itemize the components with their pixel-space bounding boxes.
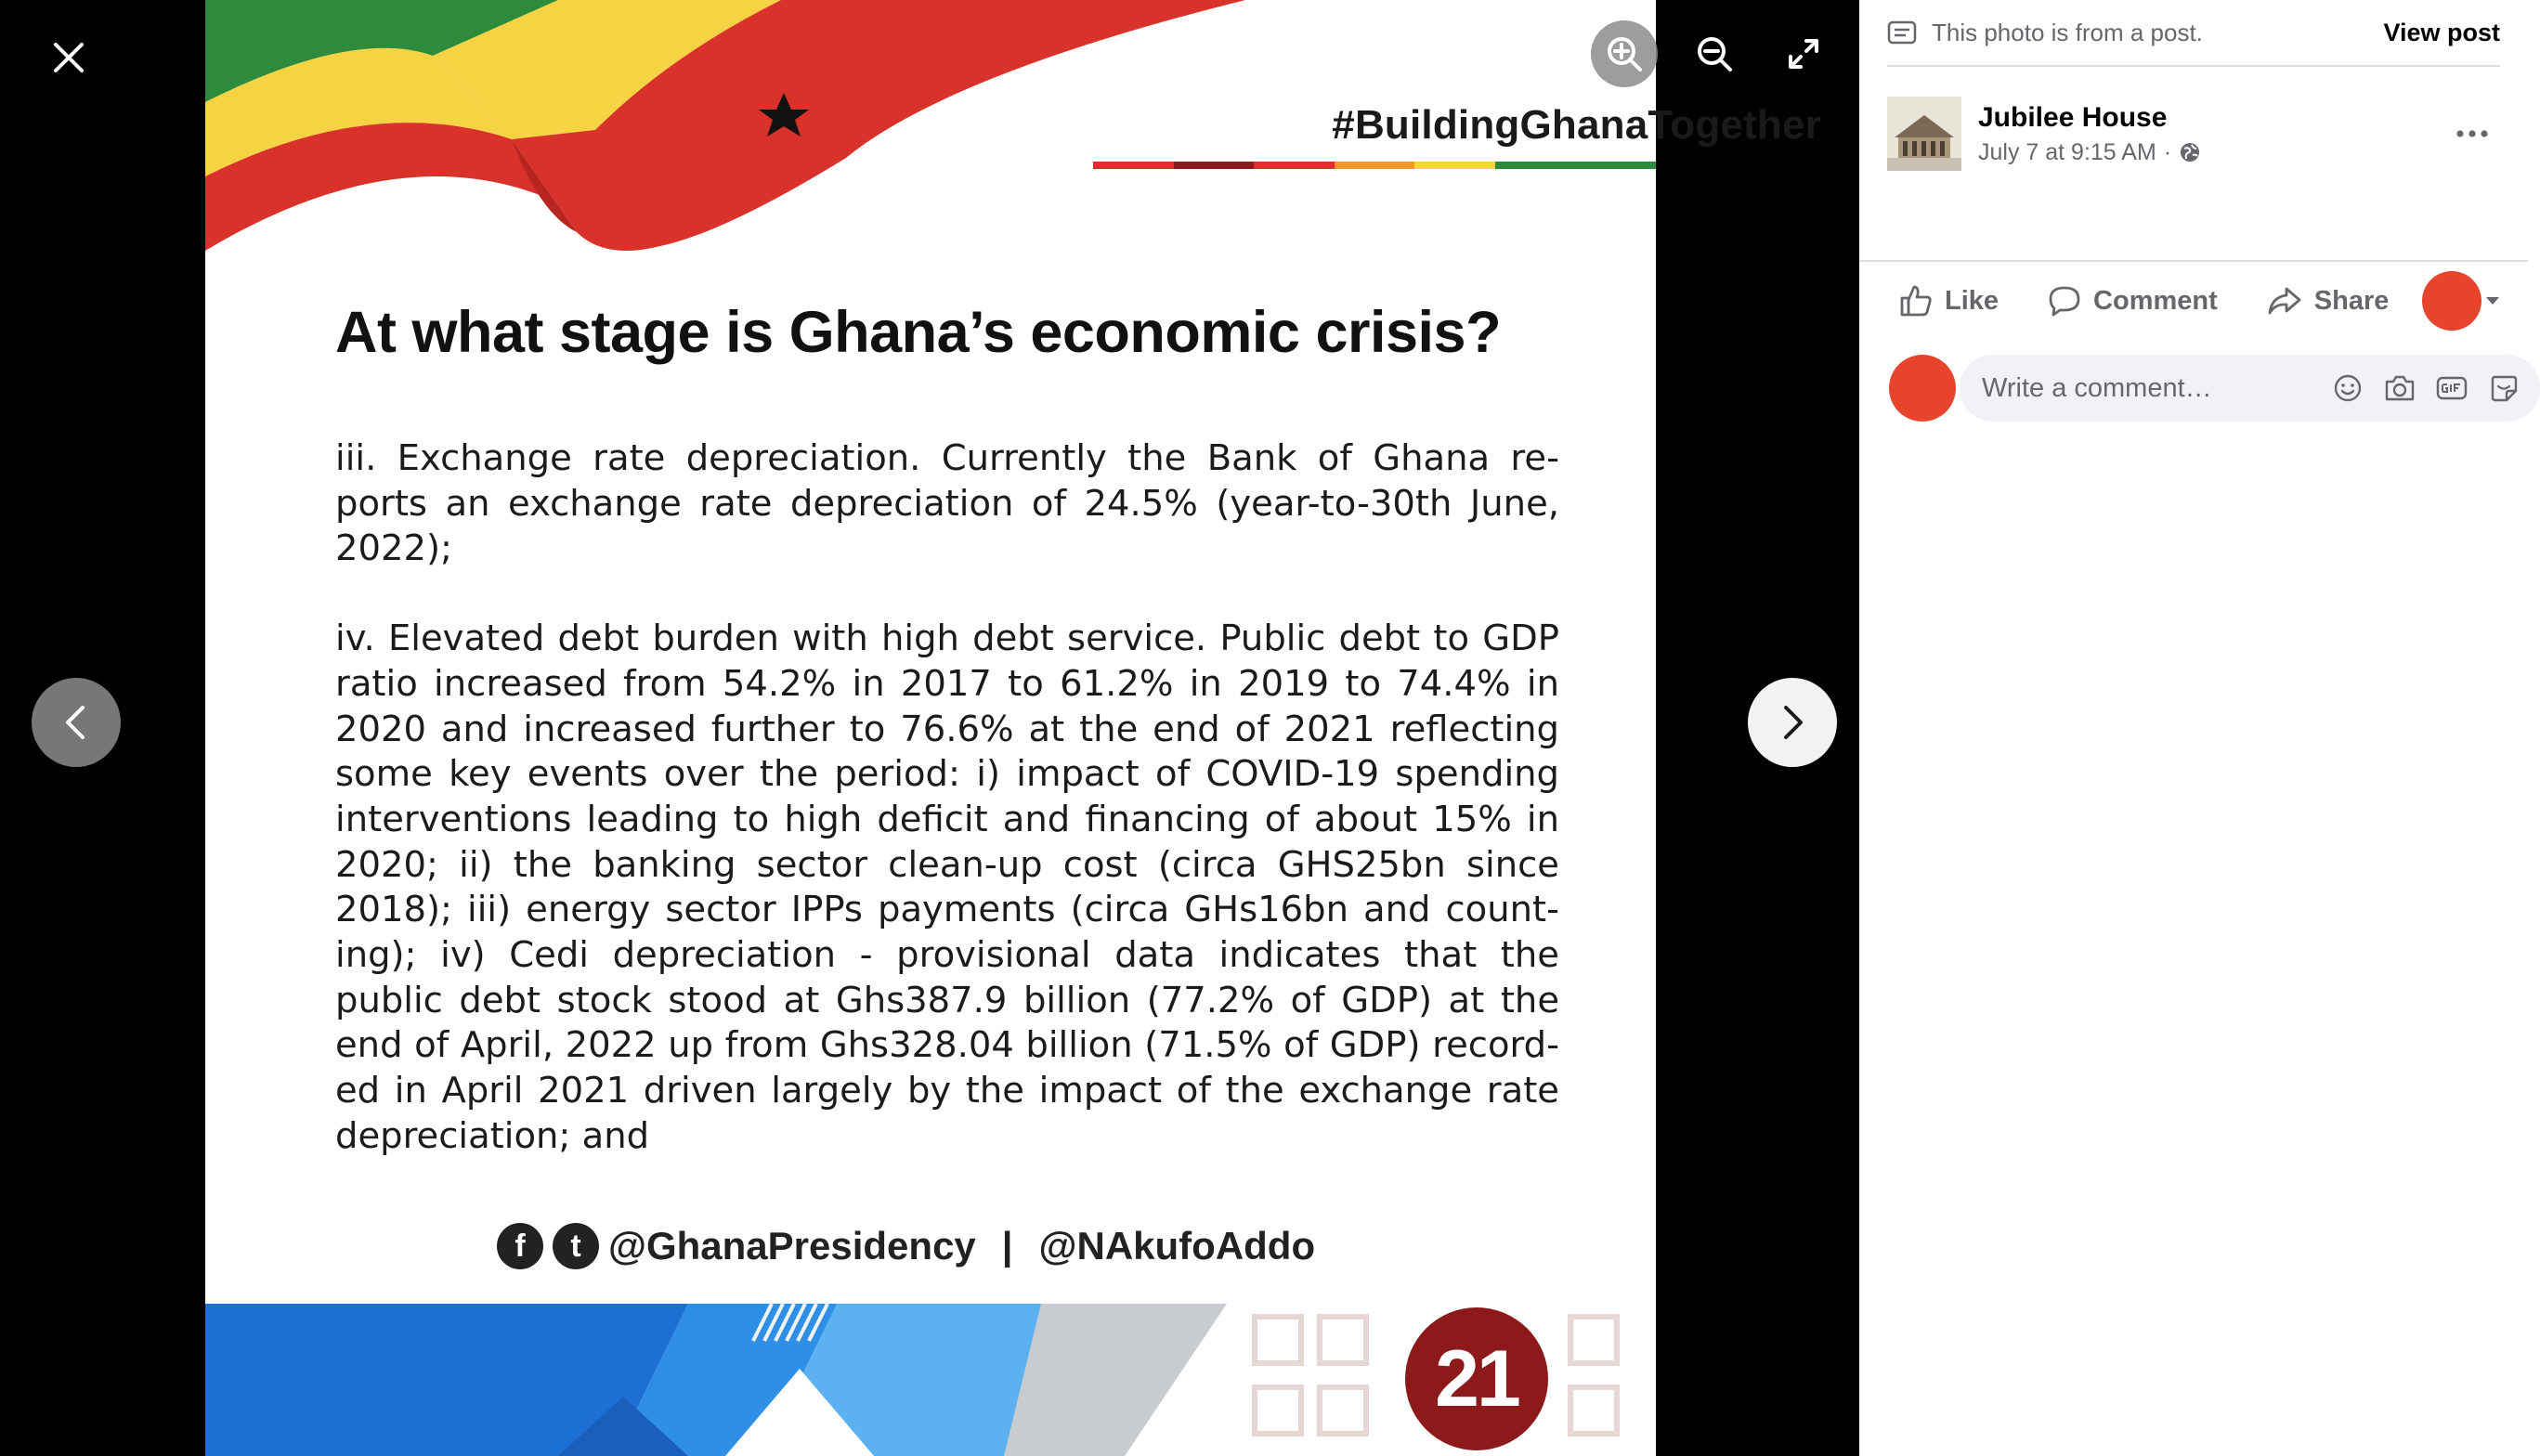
smiley-icon (2333, 373, 2363, 403)
chevron-right-icon (1777, 704, 1808, 741)
emoji-button[interactable] (2332, 372, 2364, 404)
handle-nakufoaddo: @NAkufoAddo (1038, 1224, 1316, 1268)
facebook-icon: f (497, 1223, 543, 1269)
date-separator: · (2163, 138, 2172, 165)
photo-headline: At what stage is Ghana’s economic crisis? (335, 300, 1502, 365)
author-name[interactable]: Jubilee House (1978, 101, 2168, 133)
social-handles (497, 1222, 1315, 1270)
previous-photo-button[interactable] (32, 678, 121, 767)
close-button[interactable] (37, 26, 100, 89)
caret-down-icon (2485, 296, 2500, 306)
page-number-badge: 21 (1405, 1307, 1548, 1450)
sticker-icon (2489, 373, 2519, 403)
share-button[interactable] (2266, 283, 2390, 318)
view-post-link[interactable]: View post (2383, 18, 2500, 46)
paragraph-debt-burden: iv. Elevated debt burden with high debt service. Public debt to GDP ratio increased from 54.2% in 2017 to 61.2% in 2019 to 74.4% in 2020 and increased further to 76.6% at the end of 2021 reflecting some key events over the period: i) impact of COVID-19 spending interventions leading to high deficit and financing of about 15% in 2020; ii) the banking sector clean-up cost (circa GHS25bn since 2018); iii) energy sector IPPs payments (circa GHs16bn and count-ing); iv) Cedi depreciation - provisional data indicates that the public debt stock stood at Ghs387.9 billion (77.2% of GDP) at the end of April, 2022 up from Ghs328.04 billion (71.5% of GDP) record-ed in April 2021 driven largely by the impact of the exchange rate depreciation; and (335, 618, 1559, 1157)
ghana-flag-graphic (205, 0, 1041, 279)
fullscreen-icon (1787, 37, 1820, 71)
post-side-panel (1859, 0, 2528, 1456)
like-button[interactable] (1898, 283, 1999, 318)
post-note-bar (1887, 0, 2500, 67)
gif-icon (2436, 374, 2468, 402)
post-icon (1887, 20, 1917, 45)
post-timestamp (1978, 139, 2444, 166)
comment-composer (1889, 355, 2502, 422)
zoom-out-icon (1695, 34, 1734, 73)
like-label: Like (1945, 285, 1999, 316)
photo-button[interactable] (2384, 372, 2416, 404)
comment-label: Comment (2093, 285, 2218, 316)
post-note (1887, 19, 2383, 47)
comment-input[interactable] (1982, 373, 2332, 404)
globe-icon (2179, 141, 2201, 163)
chevron-left-icon (60, 704, 92, 741)
share-icon (2266, 283, 2303, 318)
comment-button[interactable] (2047, 283, 2218, 318)
thumbs-up-icon (1898, 283, 1934, 318)
close-icon (53, 42, 85, 73)
more-horizontal-icon (2455, 129, 2489, 138)
author-meta (1978, 102, 2444, 166)
profile-avatar (2422, 271, 2481, 331)
post-date[interactable]: July 7 at 9:15 AM (1978, 138, 2156, 165)
fullscreen-button[interactable] (1770, 20, 1837, 87)
handle-separator: | (1001, 1224, 1013, 1268)
comment-icon (2047, 283, 2082, 318)
campaign-hashtag: #BuildingGhanaTogether (1332, 102, 1821, 148)
comment-box (1960, 355, 2540, 422)
next-photo-button[interactable] (1748, 678, 1837, 767)
zoom-in-button[interactable] (1591, 20, 1658, 87)
handle-ghana-presidency: @GhanaPresidency (608, 1224, 976, 1268)
reaction-profile-picker[interactable] (2422, 271, 2500, 331)
building-icon (1887, 97, 1961, 171)
gif-button[interactable] (2436, 372, 2468, 404)
twitter-icon: t (553, 1223, 599, 1269)
photo-body-text (335, 436, 1559, 1204)
camera-icon (2384, 374, 2416, 402)
post-author (1887, 97, 2500, 171)
commenter-avatar[interactable] (1889, 355, 1956, 422)
comment-tools (2332, 372, 2520, 404)
post-photo (205, 0, 1821, 1456)
author-avatar[interactable] (1887, 97, 1961, 171)
post-actions (1898, 271, 2520, 331)
paragraph-exchange-rate: iii. Exchange rate depreciation. Currently the Bank of Ghana re-ports an exchange rate depreciation of 24.5% (year-to-30th June, 2022); (335, 437, 1559, 570)
hashtag-color-stripe (1093, 162, 1656, 169)
share-label: Share (2313, 285, 2390, 316)
post-note-text: This photo is from a post. (1932, 18, 2203, 46)
zoom-out-button[interactable] (1681, 20, 1748, 87)
sticker-button[interactable] (2488, 372, 2520, 404)
zoom-in-icon (1605, 34, 1644, 73)
more-options-button[interactable] (2444, 106, 2500, 162)
panel-divider (1859, 260, 2528, 262)
